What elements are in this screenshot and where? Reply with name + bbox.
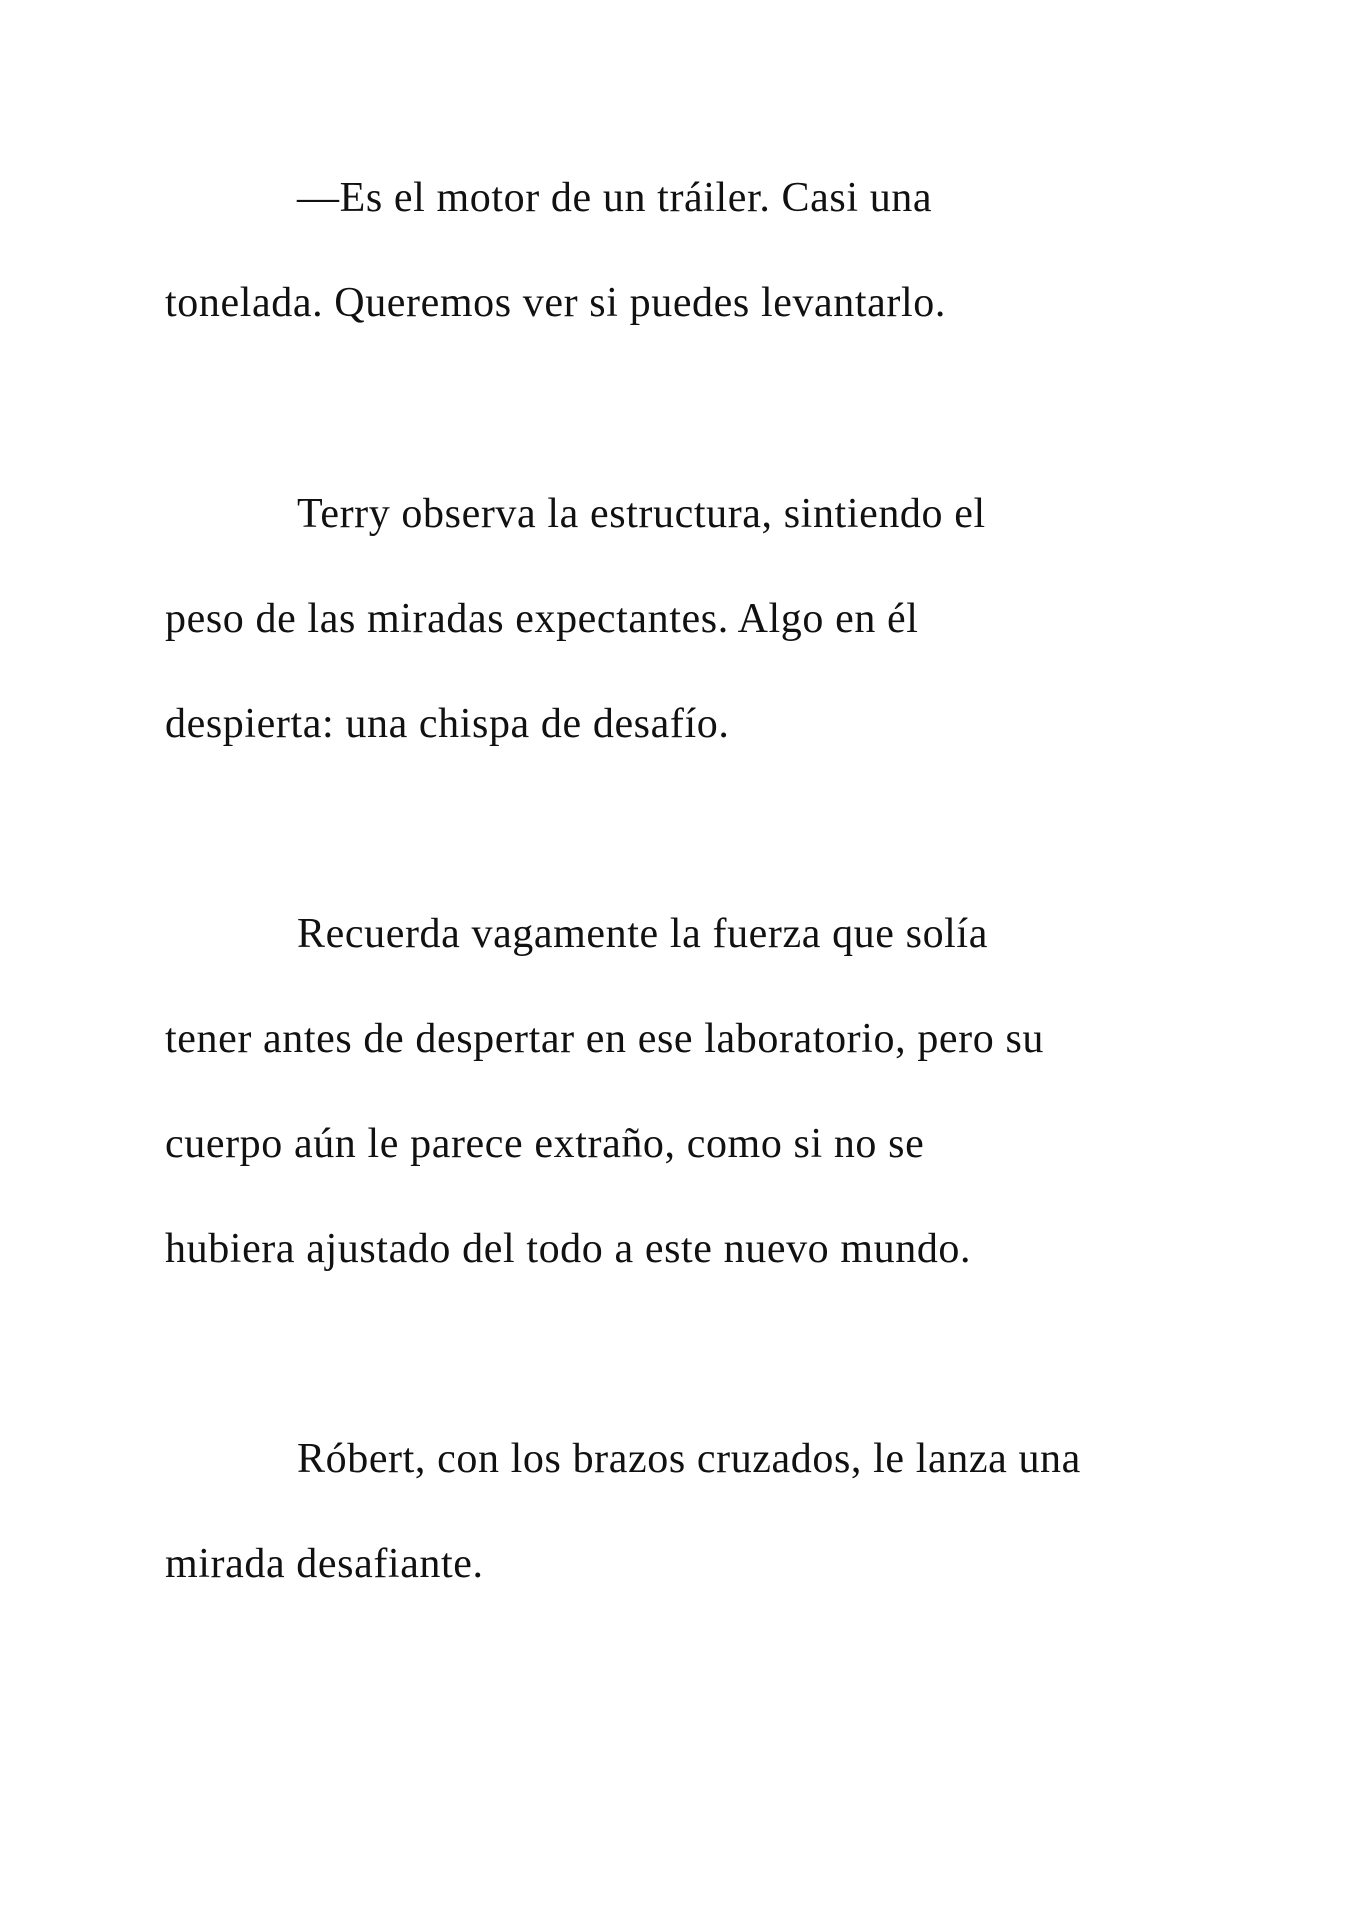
paragraph-3-line-2: tener antes de despertar en ese laboratorio, pero su	[165, 1016, 1044, 1062]
paragraph-3-line-3: cuerpo aún le parece extraño, como si no se	[165, 1121, 925, 1167]
paragraph-3-line-4: hubiera ajustado del todo a este nuevo mundo.	[165, 1226, 972, 1272]
paragraph-1-line-1: —Es el motor de un tráiler. Casi una	[297, 175, 933, 221]
paragraph-2-line-2: peso de las miradas expectantes. Algo en él	[165, 596, 919, 642]
paragraph-1-line-2: tonelada. Queremos ver si puedes levantarlo.	[165, 280, 946, 326]
paragraph-4-line-2: mirada desafiante.	[165, 1541, 484, 1587]
paragraph-3-line-1: Recuerda vagamente la fuerza que solía	[297, 911, 988, 957]
paragraph-2-line-3: despierta: una chispa de desafío.	[165, 701, 730, 747]
paragraph-4-line-1: Róbert, con los brazos cruzados, le lanza una	[297, 1436, 1081, 1482]
paragraph-2-line-1: Terry observa la estructura, sintiendo el	[297, 491, 986, 537]
